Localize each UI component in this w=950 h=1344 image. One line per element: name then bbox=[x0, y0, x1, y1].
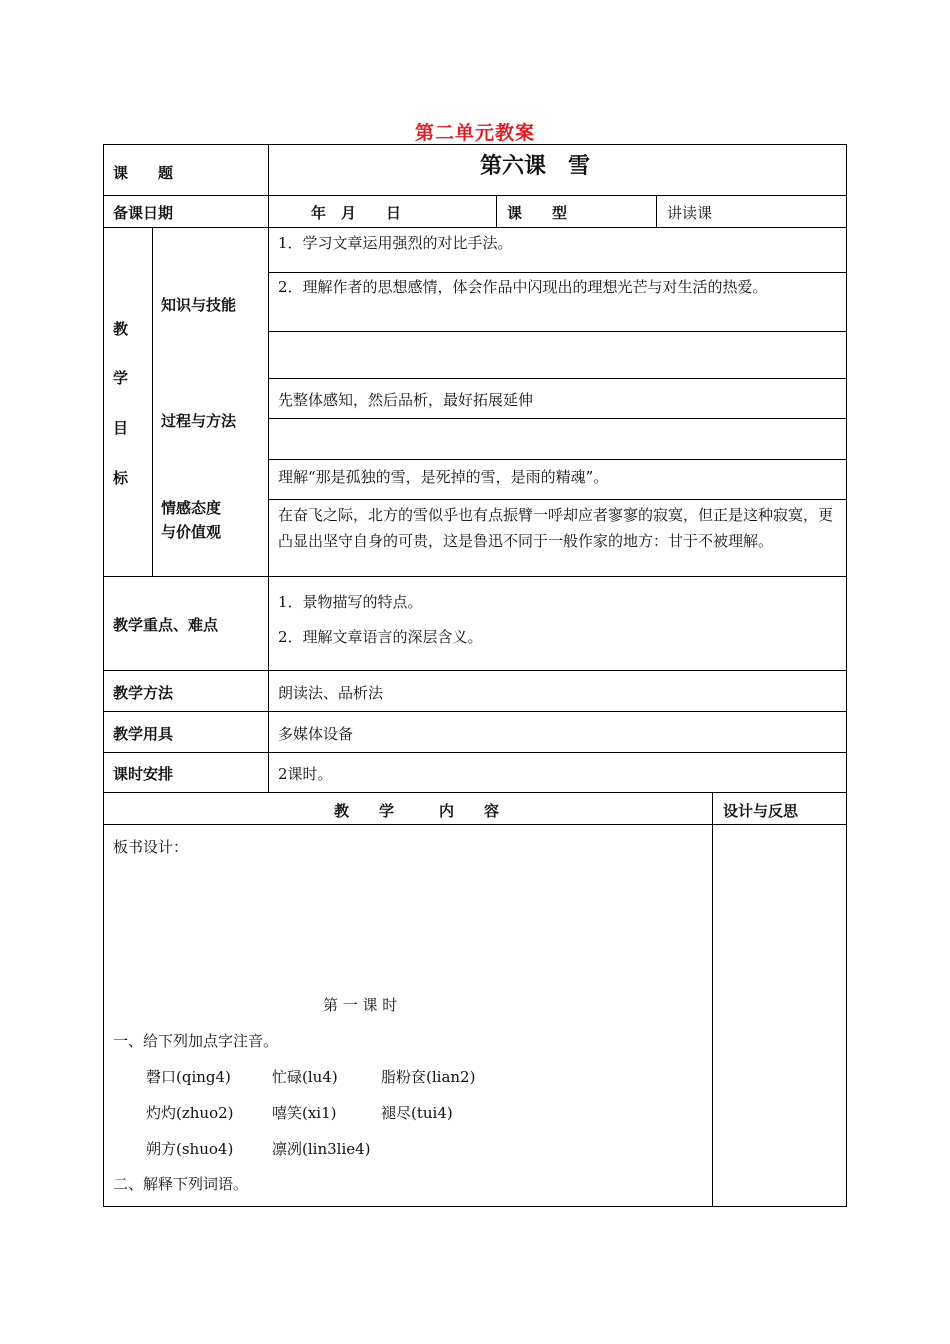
lesson-type-label: 课 型 bbox=[507, 204, 568, 222]
emotion-item: 理解“那是孤独的雪，是死掉的雪，是雨的精魂”。 bbox=[278, 468, 609, 486]
knowledge-label: 知识与技能 bbox=[161, 296, 237, 314]
topic-label: 课 题 bbox=[113, 164, 174, 182]
goals-label-char: 目 bbox=[113, 419, 129, 437]
knowledge-item: 1．学习文章运用强烈的对比手法。 bbox=[278, 234, 513, 252]
prep-date-label: 备课日期 bbox=[113, 204, 174, 222]
key-points-label: 教学重点、难点 bbox=[113, 616, 219, 634]
process-item: 先整体感知，然后品析，最好拓展延伸 bbox=[278, 391, 534, 409]
question-2: 二、解释下列词语。 bbox=[113, 1175, 249, 1193]
lesson-plan-table bbox=[103, 144, 847, 1207]
key-point-item: 2．理解文章语言的深层含义。 bbox=[278, 628, 483, 646]
tools-label: 教学用具 bbox=[113, 725, 174, 743]
pinyin-item: 褪尽(tui4) bbox=[381, 1104, 453, 1122]
reflection-header: 设计与反思 bbox=[723, 802, 799, 820]
prep-date-placeholder: 年 月 日 bbox=[311, 204, 402, 222]
pinyin-item: 忙碌(lu4) bbox=[272, 1068, 338, 1086]
emotion-label-line1: 情感态度 bbox=[161, 499, 222, 517]
goals-label-char: 标 bbox=[113, 469, 129, 487]
pinyin-item: 脂粉奁(lian2) bbox=[381, 1068, 476, 1086]
pinyin-item: 凛冽(lin3lie4) bbox=[272, 1140, 371, 1158]
process-label: 过程与方法 bbox=[161, 412, 237, 430]
goals-label-char: 教 bbox=[113, 320, 129, 338]
board-design-label: 板书设计： bbox=[113, 838, 189, 856]
pinyin-item: 嘻笑(xi1) bbox=[272, 1104, 337, 1122]
question-1: 一、给下列加点字注音。 bbox=[113, 1032, 279, 1050]
hours-label: 课时安排 bbox=[113, 765, 174, 783]
knowledge-item: 2．理解作者的思想感情，体会作品中闪现出的理想光芒与对生活的热爱。 bbox=[278, 278, 768, 296]
pinyin-item: 朔方(shuo4) bbox=[146, 1140, 234, 1158]
pinyin-item: 灼灼(zhuo2) bbox=[146, 1104, 234, 1122]
method-label: 教学方法 bbox=[113, 684, 174, 702]
emotion-item: 在奋飞之际，北方的雪似乎也有点振臂一呼却应者寥寥的寂寞，但正是这种寂寞，更凸显出坚守自身的可贵，这是鲁迅不同于一般作家的地方：甘于不被理解。 bbox=[278, 506, 834, 550]
hours-value: 2课时。 bbox=[278, 765, 333, 783]
method-value: 朗读法、品析法 bbox=[278, 684, 384, 702]
tools-value: 多媒体设备 bbox=[278, 725, 354, 743]
lesson-title: 第六课 雪 bbox=[480, 154, 591, 179]
lesson-type-value: 讲读课 bbox=[667, 204, 713, 222]
pinyin-item: 磬口(qing4) bbox=[146, 1068, 231, 1086]
content-header: 教 学 内 容 bbox=[334, 802, 500, 820]
key-point-item: 1．景物描写的特点。 bbox=[278, 593, 423, 611]
period-title: 第 一 课 时 bbox=[323, 996, 398, 1014]
document-title: 第二单元教案 bbox=[414, 122, 535, 144]
emotion-label-line2: 与价值观 bbox=[161, 523, 222, 541]
goals-label-char: 学 bbox=[113, 369, 129, 387]
